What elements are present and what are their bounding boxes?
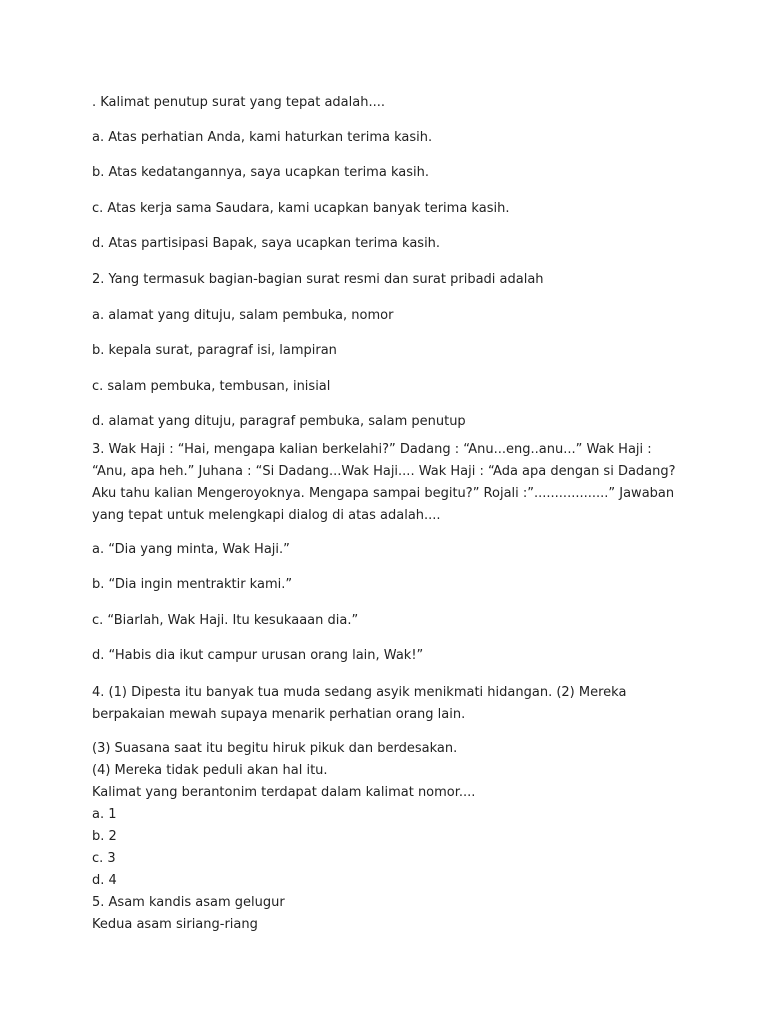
q1-option-b: b. Atas kedatangannya, saya ucapkan terima kasih. [92, 165, 429, 180]
q2-option-b: b. kepala surat, paragraf isi, lampiran [92, 343, 337, 358]
q2-option-a: a. alamat yang dituju, salam pembuka, nomor [92, 308, 394, 323]
q2-option-d: d. alamat yang dituju, paragraf pembuka, salam penutup [92, 414, 466, 429]
q3-option-d: d. “Habis dia ikut campur urusan orang lain, Wak!” [92, 648, 424, 663]
question-5-line-1: 5. Asam kandis asam gelugur [92, 895, 285, 910]
question-2: 2. Yang termasuk bagian-bagian surat resmi dan surat pribadi adalah [92, 272, 544, 287]
q4-option-b: b. 2 [92, 829, 117, 844]
q4-sentence-3: (3) Suasana saat itu begitu hiruk pikuk dan berdesakan. [92, 741, 458, 756]
q4-option-a: a. 1 [92, 807, 117, 822]
q3-option-a: a. “Dia yang minta, Wak Haji.” [92, 542, 290, 557]
q3-option-c: c. “Biarlah, Wak Haji. Itu kesukaaan dia.” [92, 613, 359, 628]
q4-sentence-4: (4) Mereka tidak peduli akan hal itu. [92, 763, 328, 778]
question-1: . Kalimat penutup surat yang tepat adalah.... [92, 95, 385, 110]
question-5-line-2: Kedua asam siriang-riang [92, 917, 258, 932]
q4-option-d: d. 4 [92, 873, 117, 888]
question-3-line-1: 3. Wak Haji : “Hai, mengapa kalian berkelahi?” Dadang : “Anu...eng..anu...” Wak Haji : [92, 442, 652, 457]
question-3-line-3: Aku tahu kalian Mengeroyoknya. Mengapa sampai begitu?” Rojali :”..................” Jawaban [92, 486, 675, 501]
question-4-line-1: 4. (1) Dipesta itu banyak tua muda sedang asyik menikmati hidangan. (2) Mereka [92, 685, 627, 700]
q1-option-d: d. Atas partisipasi Bapak, saya ucapkan terima kasih. [92, 236, 441, 251]
q3-option-b: b. “Dia ingin mentraktir kami.” [92, 577, 293, 592]
q1-option-a: a. Atas perhatian Anda, kami haturkan terima kasih. [92, 130, 433, 145]
q1-option-c: c. Atas kerja sama Saudara, kami ucapkan banyak terima kasih. [92, 201, 510, 216]
q4-prompt: Kalimat yang berantonim terdapat dalam kalimat nomor.... [92, 785, 476, 800]
question-3-line-2: “Anu, apa heh.” Juhana : “Si Dadang...Wak Haji.... Wak Haji : “Ada apa dengan si Dadang? [92, 464, 676, 479]
q2-option-c: c. salam pembuka, tembusan, inisial [92, 379, 331, 394]
question-4-line-2: berpakaian mewah supaya menarik perhatian orang lain. [92, 707, 466, 722]
question-3-line-4: yang tepat untuk melengkapi dialog di atas adalah.... [92, 508, 441, 523]
q4-option-c: c. 3 [92, 851, 116, 866]
